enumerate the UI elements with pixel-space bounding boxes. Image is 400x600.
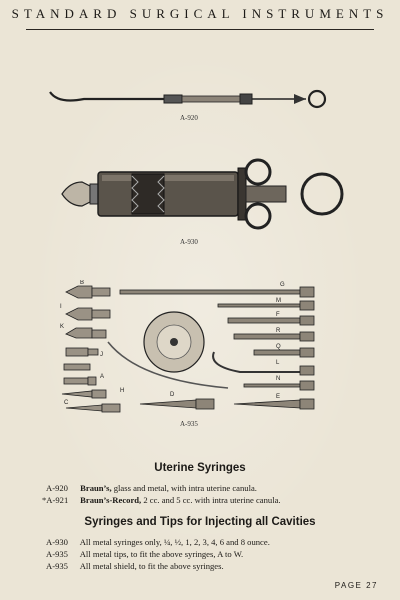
syringes-tips-title: Syringes and Tips for Injecting all Cavities xyxy=(84,516,316,528)
tip-label-q: Q xyxy=(276,344,281,350)
row-desc: All metal syringes only, ¼, ½, 1, 2, 3, 4, 6 and 8 ounce. xyxy=(79,537,270,547)
a930-caption: A-930 xyxy=(180,238,198,246)
tip-label-f: F xyxy=(276,312,280,318)
tip-label-a: A xyxy=(100,374,105,380)
a920-row xyxy=(46,483,380,493)
a935-caption: A-935 xyxy=(180,420,198,428)
a920-caption: A-920 xyxy=(180,114,198,122)
row-code: A-930 xyxy=(46,537,68,547)
row-code: A-920 xyxy=(46,483,68,493)
a921-row xyxy=(42,495,380,505)
row-desc: glass and metal, with intra uterine canula. xyxy=(113,483,257,493)
row-desc: 2 cc. and 5 cc. with intra uterine canula. xyxy=(143,495,281,505)
row-code: A-935 xyxy=(46,561,68,571)
left-tip-column xyxy=(62,286,120,412)
a935-tips-illustration xyxy=(58,280,328,420)
a930-row xyxy=(46,537,380,547)
tip-label-m: M xyxy=(276,298,281,304)
tip-label-r: R xyxy=(276,328,281,334)
row-desc: All metal shield, to fit the above syringes. xyxy=(79,561,224,571)
row-code: *A-921 xyxy=(42,495,69,505)
row-desc: All metal tips, to fit the above syringes, A to W. xyxy=(79,549,244,559)
tip-label-d: D xyxy=(170,392,175,398)
a930-syringe-illustration xyxy=(60,156,350,236)
row-name: Braun’s, xyxy=(80,483,112,493)
tip-label-j: J xyxy=(100,352,103,358)
page-header: STANDARD SURGICAL INSTRUMENTS xyxy=(11,6,389,21)
tip-label-h: H xyxy=(120,388,125,394)
a920-syringe-illustration xyxy=(44,82,334,116)
row-code: A-935 xyxy=(46,549,68,559)
tip-label-e: E xyxy=(276,394,281,400)
header-rule xyxy=(26,29,374,30)
tip-label-k: K xyxy=(60,324,65,330)
page-number: PAGE 27 xyxy=(334,581,378,590)
tip-label-c: C xyxy=(64,400,69,406)
a935-shield-row xyxy=(46,561,380,571)
tip-label-l: L xyxy=(276,360,280,366)
uterine-syringes-title: Uterine Syringes xyxy=(154,462,246,474)
row-name: Braun’s-Record, xyxy=(80,495,142,505)
tip-label-n: N xyxy=(276,376,281,382)
tip-label-i: I xyxy=(60,304,62,310)
a935-tips-row xyxy=(46,549,380,559)
tip-label-b: B xyxy=(80,280,85,286)
tip-label-g: G xyxy=(280,282,285,288)
